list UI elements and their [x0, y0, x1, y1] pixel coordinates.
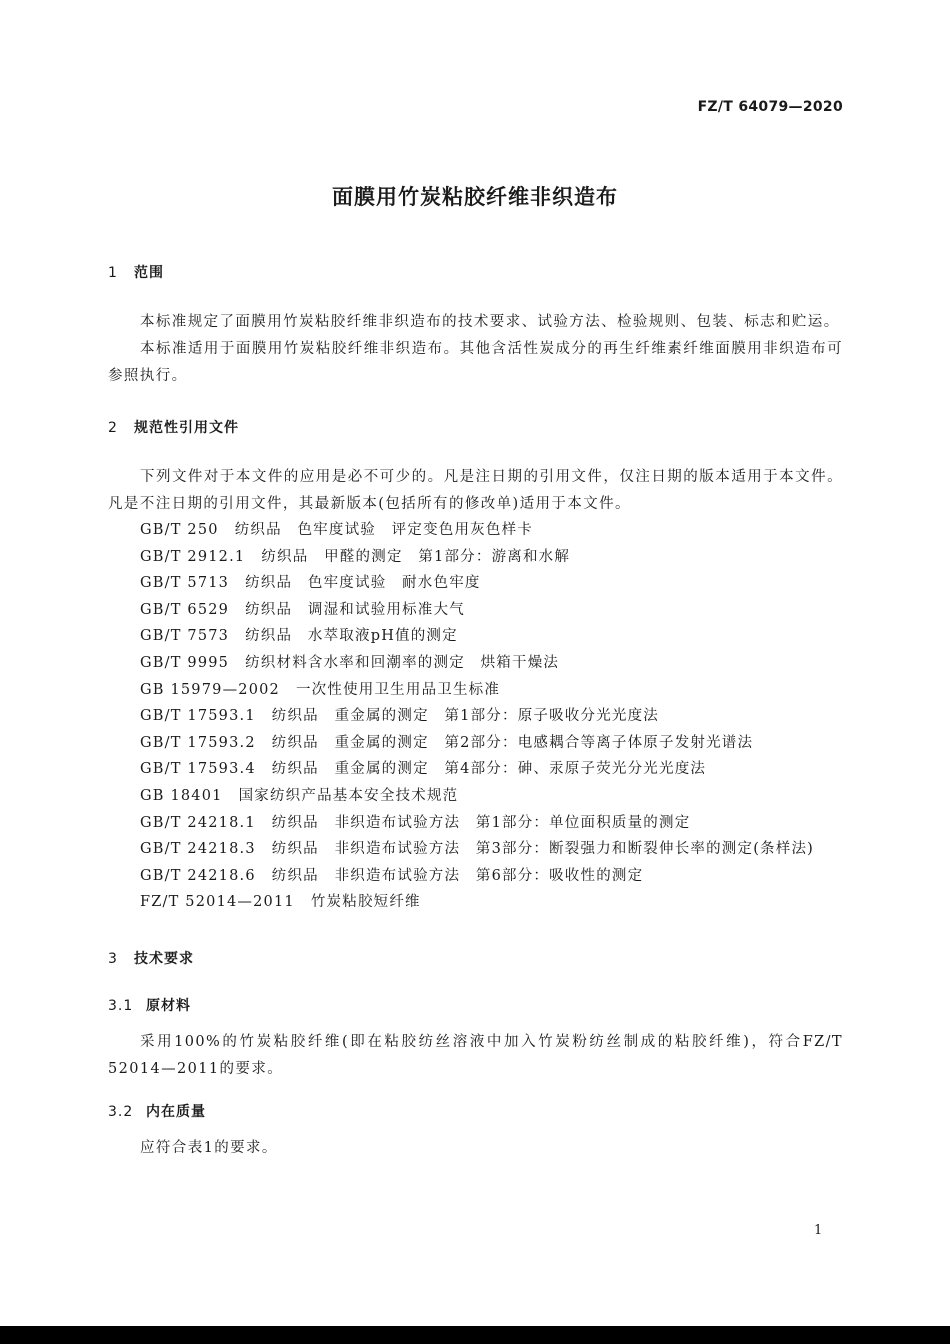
- scope-paragraph-1: 本标准规定了面膜用竹炭粘胶纤维非织造布的技术要求、试验方法、检验规则、包装、标志和贮运。: [140, 314, 840, 330]
- reference-code: GB/T 24218.3: [140, 841, 256, 858]
- reference-code: GB/T 5713: [140, 575, 230, 592]
- reference-title: 国家纺织产品基本安全技术规范: [238, 787, 459, 804]
- reference-item: [140, 810, 830, 837]
- reference-item: [140, 597, 830, 624]
- reference-title: 纺织品 重金属的测定 第1部分：原子吸收分光光度法: [271, 708, 659, 725]
- reference-code: GB 15979—2002: [140, 681, 280, 698]
- reference-item: [140, 783, 830, 810]
- reference-item: [140, 703, 830, 730]
- reference-item: [140, 544, 830, 571]
- reference-code: GB/T 17593.2: [140, 734, 256, 751]
- section-number: 3: [108, 951, 118, 967]
- subsection-title: 原材料: [146, 998, 191, 1014]
- references-intro: 下列文件对于本文件的应用是必不可少的。凡是注日期的引用文件，仅注日期的版本适用于本文件。凡是不注日期的引用文件，其最新版本(包括所有的修改单)适用于本文件。: [108, 469, 843, 512]
- standard-code: FZ/T 64079—2020: [697, 99, 843, 115]
- scope-paragraph-2: 本标准适用于面膜用竹炭粘胶纤维非织造布。其他含活性炭成分的再生纤维素纤维面膜用非织造布可参照执行。: [108, 341, 843, 384]
- section-3-heading: [108, 948, 194, 968]
- reference-item: [140, 677, 830, 704]
- subsection-3-1-heading: [108, 995, 191, 1015]
- section-1-heading: [108, 262, 164, 282]
- raw-material-paragraph: 采用100%的竹炭粘胶纤维(即在粘胶纺丝溶液中加入竹炭粉纺丝制成的粘胶纤维)，符合FZ/T 52014—2011的要求。: [108, 1034, 843, 1077]
- reference-code: GB/T 7573: [140, 628, 230, 645]
- reference-title: 纺织品 非织造布试验方法 第6部分：吸收性的测定: [271, 867, 644, 884]
- section-number: 1: [108, 265, 118, 281]
- section-2-heading: [108, 417, 239, 437]
- reference-code: GB 18401: [140, 787, 223, 804]
- subsection-number: 3.2: [108, 1104, 134, 1120]
- subsection-title: 内在质量: [146, 1104, 206, 1120]
- reference-code: GB/T 2912.1: [140, 548, 246, 565]
- reference-code: GB/T 6529: [140, 601, 230, 618]
- reference-title: 纺织品 色牢度试验 评定变色用灰色样卡: [234, 522, 533, 538]
- reference-title: 纺织品 色牢度试验 耐水色牢度: [245, 575, 481, 592]
- reference-title: 纺织品 重金属的测定 第2部分：电感耦合等离子体原子发射光谱法: [271, 734, 754, 751]
- document-title: 面膜用竹炭粘胶纤维非织造布: [332, 185, 618, 209]
- reference-item: [140, 517, 830, 544]
- reference-list: [140, 517, 830, 916]
- reference-item: [140, 730, 830, 757]
- reference-code: GB/T 24218.1: [140, 814, 256, 831]
- reference-code: GB/T 17593.4: [140, 761, 256, 778]
- reference-item: [140, 836, 830, 863]
- reference-title: 纺织品 非织造布试验方法 第3部分：断裂强力和断裂伸长率的测定(条样法): [271, 841, 815, 858]
- reference-item: [140, 756, 830, 783]
- reference-code: FZ/T 52014—2011: [140, 894, 295, 911]
- page-number: 1: [814, 1223, 823, 1238]
- reference-title: 纺织品 水萃取液pH值的测定: [245, 628, 458, 645]
- reference-code: GB/T 9995: [140, 654, 230, 671]
- section-title: 规范性引用文件: [134, 420, 239, 436]
- reference-title: 竹炭粘胶短纤维: [310, 894, 421, 911]
- reference-item: [140, 889, 830, 916]
- reference-title: 纺织品 甲醛的测定 第1部分：游离和水解: [261, 548, 571, 565]
- reference-code: GB/T 17593.1: [140, 708, 256, 725]
- reference-item: [140, 570, 830, 597]
- reference-item: [140, 623, 830, 650]
- reference-title: 纺织材料含水率和回潮率的测定 烘箱干燥法: [245, 654, 560, 671]
- reference-title: 纺织品 重金属的测定 第4部分：砷、汞原子荧光分光光度法: [271, 761, 707, 778]
- section-title: 技术要求: [134, 951, 194, 967]
- reference-title: 纺织品 非织造布试验方法 第1部分：单位面积质量的测定: [271, 814, 691, 831]
- reference-item: [140, 863, 830, 890]
- subsection-3-2-heading: [108, 1101, 206, 1121]
- section-number: 2: [108, 420, 118, 436]
- bottom-border: [0, 1326, 950, 1344]
- reference-title: 纺织品 调湿和试验用标准大气: [245, 601, 465, 618]
- reference-code: GB/T 24218.6: [140, 867, 256, 884]
- reference-code: GB/T 250: [140, 522, 219, 538]
- subsection-number: 3.1: [108, 998, 134, 1014]
- reference-title: 一次性使用卫生用品卫生标准: [295, 681, 501, 698]
- intrinsic-quality-paragraph: 应符合表1的要求。: [140, 1140, 278, 1156]
- reference-item: [140, 650, 830, 677]
- section-title: 范围: [134, 265, 164, 281]
